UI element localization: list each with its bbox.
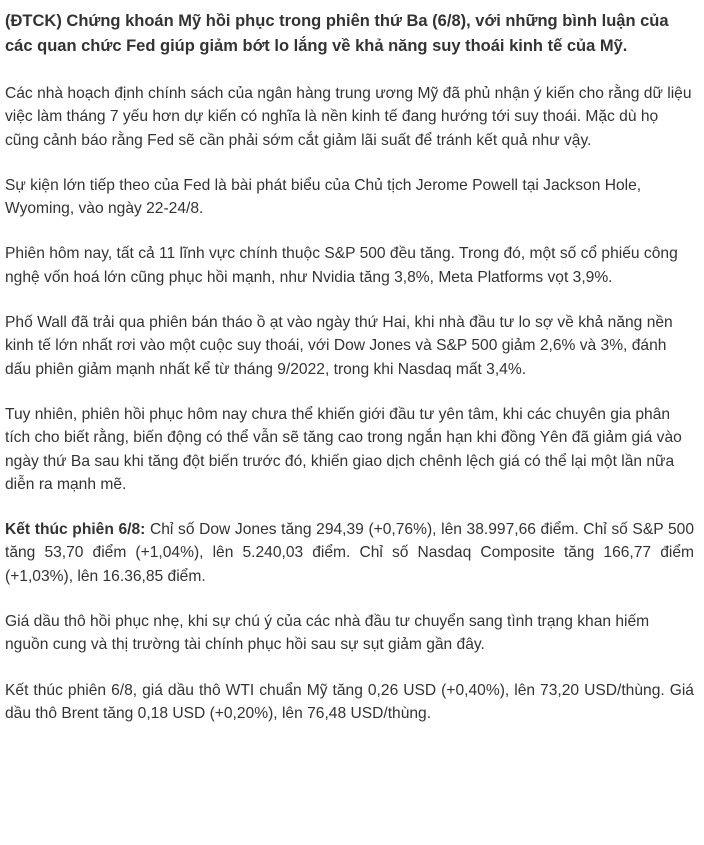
- article-paragraph: Phiên hôm nay, tất cả 11 lĩnh vực chính thuộc S&P 500 đều tăng. Trong đó, một số cổ phiếu công nghệ vốn hoá lớn cũng phục hồi mạnh, như Nvidia tăng 3,8%, Meta Platforms vọt 3,9%.: [5, 245, 678, 286]
- article-paragraph: Tuy nhiên, phiên hồi phục hôm nay chưa thể khiến giới đầu tư yên tâm, khi các chuyên gia phân tích cho biết rằng, biến động có thể vẫn sẽ tăng cao trong ngắn hạn khi đồng Yên đã giảm giá vào ngày thứ Ba sau khi tăng đột biến trước đó, khiến giao dịch chênh lệch giá có thể lại một lần nữa diễn ra mạnh mẽ.: [5, 405, 682, 493]
- article-lead: (ĐTCK) Chứng khoán Mỹ hồi phục trong phiên thứ Ba (6/8), với những bình luận của các quan chức Fed giúp giảm bớt lo lắng về khả năng suy thoái kinh tế của Mỹ.: [5, 12, 669, 55]
- article-paragraph: Các nhà hoạch định chính sách của ngân hàng trung ương Mỹ đã phủ nhận ý kiến cho rằng dữ liệu việc làm tháng 7 yếu hơn dự kiến có nghĩa là nền kinh tế đang hướng tới suy thoái. Mặc dù họ cũng cảnh báo rằng Fed sẽ cần phải sớm cắt giảm lãi suất để tránh kết quả như vậy.: [5, 85, 692, 149]
- oil-paragraph: Giá dầu thô hồi phục nhẹ, khi sự chú ý của các nhà đầu tư chuyển sang tình trạng khan hiếm nguồn cung và thị trường tài chính phục hồi sau sự sụt giảm gần đây.: [5, 613, 650, 654]
- market-close-paragraph: [5, 518, 694, 588]
- market-close-label: Kết thúc phiên 6/8:: [5, 521, 146, 539]
- oil-close-paragraph: Kết thúc phiên 6/8, giá dầu thô WTI chuẩn Mỹ tăng 0,26 USD (+0,40%), lên 73,20 USD/thùng. Giá dầu thô Brent tăng 0,18 USD (+0,20%), lên 76,48 USD/thùng.: [5, 681, 694, 722]
- market-close-text: Chỉ số Dow Jones tăng 294,39 (+0,76%), lên 38.997,66 điểm. Chỉ số S&P 500 tăng 53,70 điểm (+1,04%), lên 5.240,03 điểm. Chỉ số Nasdaq Composite tăng 166,77 điểm (+1,03%), lên 16.36,85 điểm.: [5, 521, 694, 585]
- article-paragraph: Phố Wall đã trải qua phiên bán tháo ồ ạt vào ngày thứ Hai, khi nhà đầu tư lo sợ về khả năng nền kinh tế lớn nhất rơi vào một cuộc suy thoái, với Dow Jones và S&P 500 giảm 2,6% và 3%, đánh dấu phiên giảm mạnh nhất kể từ tháng 9/2022, trong khi Nasdaq mất 3,4%.: [5, 314, 673, 378]
- article-paragraph: Sự kiện lớn tiếp theo của Fed là bài phát biểu của Chủ tịch Jerome Powell tại Jackson Hole, Wyoming, vào ngày 22-24/8.: [5, 176, 642, 218]
